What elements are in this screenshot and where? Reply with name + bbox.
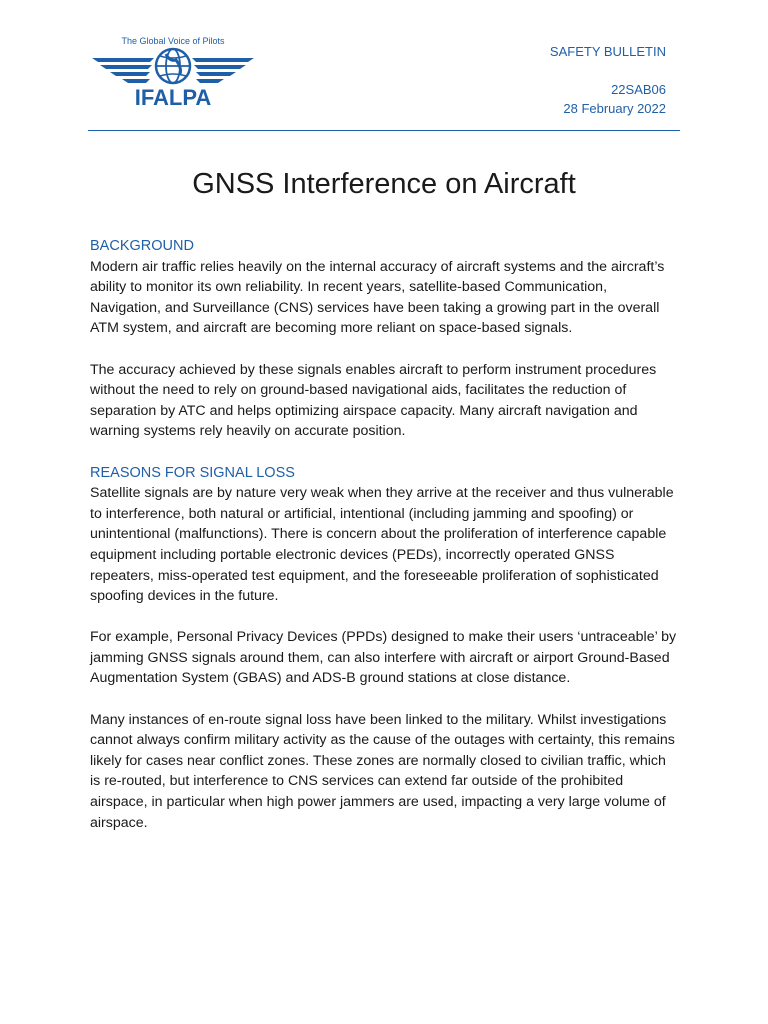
document-type: SAFETY BULLETIN (549, 44, 666, 59)
bulletin-meta (550, 42, 666, 118)
document-date: 28 February 2022 (563, 101, 666, 116)
document-number: 22SAB06 (611, 82, 666, 97)
page-title: GNSS Interference on Aircraft (192, 168, 576, 200)
header-divider (88, 130, 680, 131)
winged-globe-icon (88, 34, 258, 110)
paragraph: Modern air traffic relies heavily on the internal accuracy of aircraft systems and the aircraft’s ability to monitor its own reliability. In recent years, satellite-based Communication, Navigation, and Surveillance (CNS) services have been taking a growing part in the overall ATM system, and aircraft are becoming more reliant on space-based signals. (90, 258, 665, 337)
logo-tagline: The Global Voice of Pilots (121, 36, 225, 46)
section-heading-reasons-for-signal-loss: REASONS FOR SIGNAL LOSS (90, 464, 295, 481)
ifalpa-logo (88, 34, 258, 110)
section-heading-background: BACKGROUND (90, 238, 194, 254)
paragraph: Many instances of en-route signal loss have been linked to the military. Whilst investigations cannot always confirm military activity as the cause of the outages with certainty, this remains likely for cases near conflict zones. These zones are normally closed to civilian traffic, which is re-routed, but interference to CNS services can extend far outside of the prohibited airspace, in particular when high power jammers are used, impacting a very large volume of airspace. (90, 711, 675, 831)
paragraph: The accuracy achieved by these signals enables aircraft to perform instrument procedures without the need to rely on ground-based navigational aids, facilitates the reduction of separation by ATC and helps optimizing airspace capacity. Many aircraft navigation and warning systems rely heavily on accurate position. (90, 361, 657, 440)
logo-wordmark: IFALPA (134, 85, 212, 110)
paragraph: Satellite signals are by nature very weak when they arrive at the receiver and thus vulnerable to interference, both natural or artificial, intentional (including jamming and spoofing) or unintentional (malfunctions). There is concern about the proliferation of interference capable equipment including portable electronic devices (PEDs), incorrectly operated GNSS repeaters, miss-operated test equipment, and the foreseeable proliferation of sophisticated spoofing devices in the future. (90, 485, 674, 605)
document-body (90, 236, 680, 854)
paragraph: For example, Personal Privacy Devices (PPDs) designed to make their users ‘untraceable’ by jamming GNSS signals around them, can also interfere with aircraft or airport Ground-Based Augmentation System (GBAS) and ADS-B ground stations at close distance. (90, 629, 677, 687)
